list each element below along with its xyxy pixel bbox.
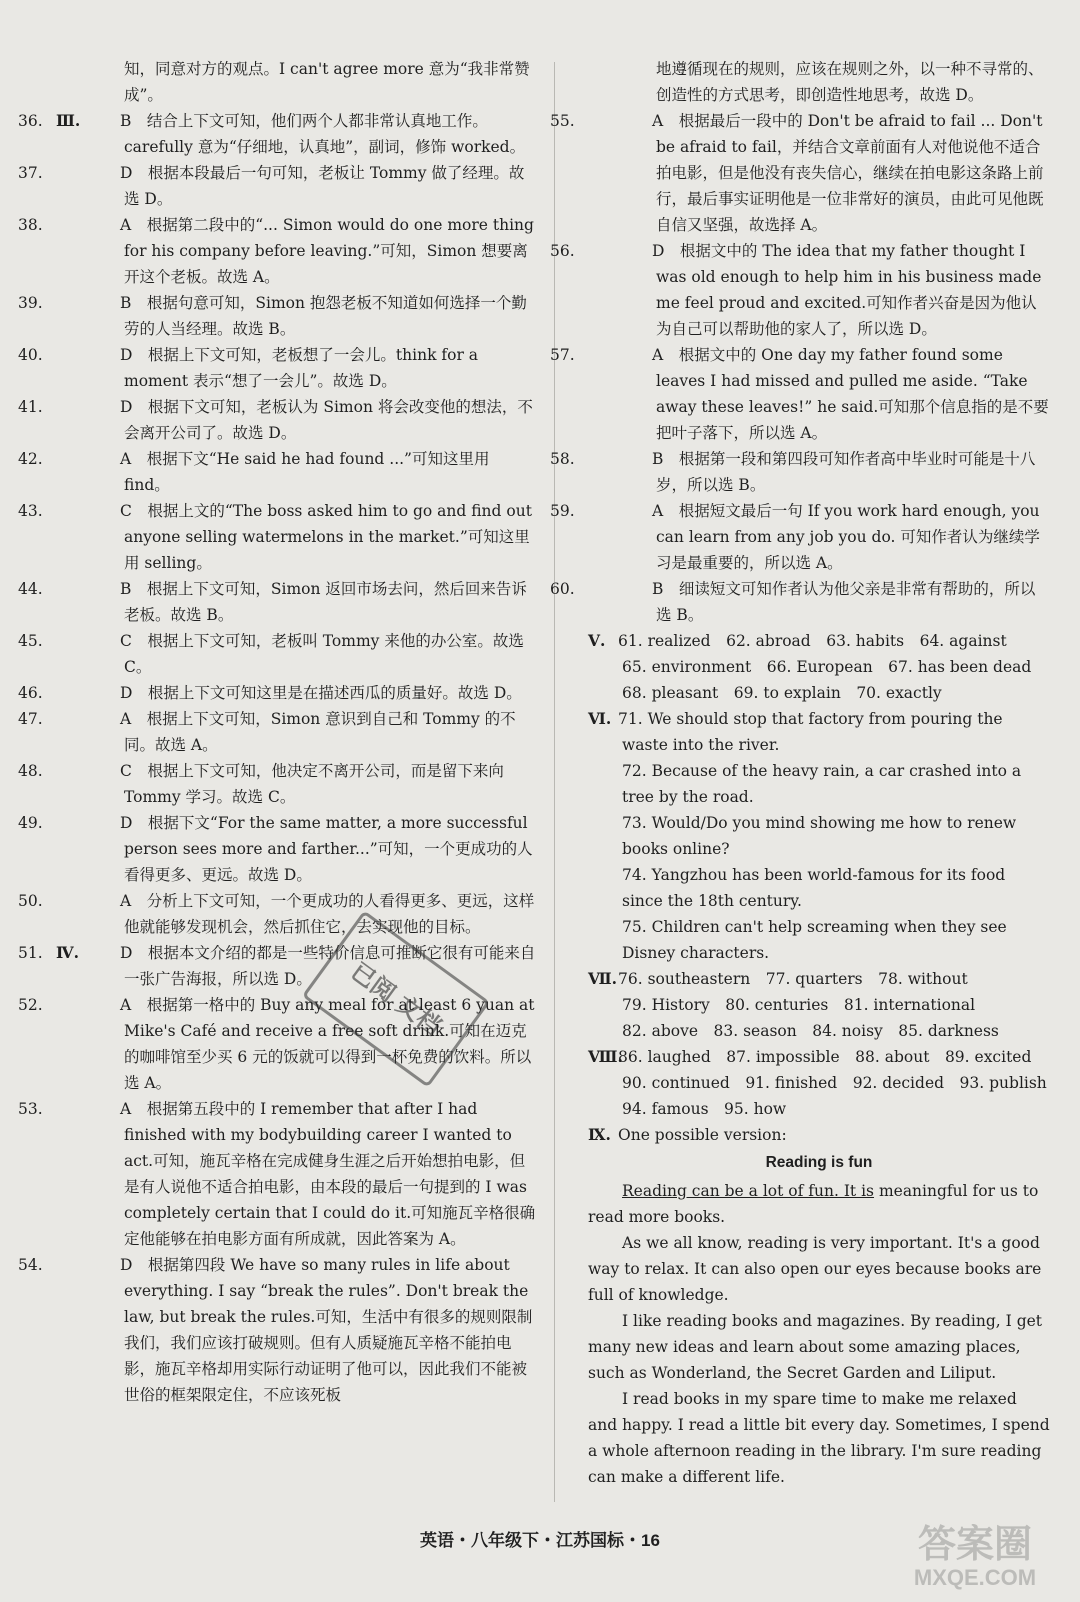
answer-text: A 根据上下文可知，Simon 意识到自己和 Tommy 的不同。故选 A。 [120,710,516,754]
question-number: 41. [18,398,43,416]
answer-item [588,1122,1050,1148]
question-number: 46. [18,684,43,702]
answer-text: 68. pleasant 69. to explain 70. exactly [622,684,942,702]
answer-item [550,576,1050,628]
stamp-label: 已阅 文档 [345,956,448,1041]
answer-item [18,212,538,290]
answer-text: 地遵循现在的规则，应该在规则之外，以一种不寻常的、创造性的方式思考，即创造性地思考，故选 D。 [656,60,1044,104]
answer-text: A 根据最后一段中的 Don't be afraid to fail ... Don't be afraid to fail，并结合文章前面有人对他说他不适合拍电影，但是他没有丧失信心，继续在拍电影这条路上前行，最后事实证明他是一位非常好的演员，由此可见他既自信又坚强，故选择 A。 [652,112,1044,234]
question-number: 60. [550,580,575,598]
answer-item [550,238,1050,342]
question-number: 58. [550,450,575,468]
section-marker: Ⅶ. [588,969,618,988]
answer-item [550,108,1050,238]
answer-item [588,654,1050,680]
answer-text: A 根据第一格中的 Buy any meal for at least 6 yuan at Mike's Café and receive a free soft drink.可知在迈克的咖啡馆至少买 6 元的饭就可以得到一杯免费的饮料。所以选 A。 [120,996,535,1092]
answer-text: A 分析上下文可知，一个更成功的人看得更多、更远，这样他就能够发现机会，然后抓住它，去实现他的目标。 [120,892,535,936]
site-watermark [890,1524,1060,1594]
question-number: 42. [18,450,43,468]
question-number: 56. [550,242,575,260]
answer-text: C 根据上下文可知，他决定不离开公司，而是留下来向 Tommy 学习。故选 C。 [120,762,504,806]
section-marker: Ⅲ. [56,111,81,130]
answer-item [588,706,1050,758]
answer-item [550,342,1050,446]
section-marker: Ⅷ. [588,1047,623,1066]
answer-text: 76. southeastern 77. quarters 78. without [618,970,968,988]
answer-text: 90. continued 91. finished 92. decided 93. publish [622,1074,1047,1092]
question-number: 54. [18,1256,43,1274]
answer-text: D 根据下文可知，老板认为 Simon 将会改变他的想法，不会离开公司了。故选 D。 [120,398,533,442]
essay-paragraph: I like reading books and magazines. By reading, I get many new ideas and learn about some amazing places, such as Wonderland, the Secret Garden and Liliput. [588,1312,1043,1382]
answer-text: 74. Yangzhou has been world-famous for its food since the 18th century. [622,866,1006,910]
answer-item [588,966,1050,992]
answer-item [588,992,1050,1018]
answer-text: B 根据上下文可知，Simon 返回市场去问，然后回来告诉老板。故选 B。 [120,580,527,624]
question-number: 44. [18,580,43,598]
essay-paragraph: As we all know, reading is very important. It's a good way to relax. It can also open our eyes because books are full of knowledge. [588,1234,1042,1304]
answer-text: 71. We should stop that factory from pouring the waste into the river. [618,710,1003,754]
answer-item [588,56,1050,108]
answer-text: D 根据上下文可知这里是在描述西瓜的质量好。故选 D。 [120,684,522,702]
answer-text: 86. laughed 87. impossible 88. about 89. excited [618,1048,1032,1066]
answer-item [18,576,538,628]
answer-text: 79. History 80. centuries 81. international [622,996,976,1014]
answer-item [18,342,538,394]
section-marker: Ⅸ. [588,1125,611,1144]
answer-item [18,446,538,498]
answer-text: A 根据第二段中的“... Simon would do one more thing for his company before leaving.”可知，Simon 想要离开这个老板。故选 A。 [120,216,534,286]
answer-text: B 细读短文可知作者认为他父亲是非常有帮助的，所以选 B。 [652,580,1036,624]
answer-item [18,810,538,888]
answer-item [18,108,538,160]
question-number: 36. [18,112,43,130]
answer-item [588,1044,1050,1070]
essay-paragraph: I read books in my spare time to make me relaxed and happy. I read a little bit every day. Sometimes, I spend a whole afternoon reading in the library. I'm sure reading can make a different life. [588,1390,1050,1486]
answer-item [588,1018,1050,1044]
answer-text: D 根据文中的 The idea that my father thought I was old enough to help him in his business made me feel proud and excited.可知作者兴奋是因为他认为自己可以帮助他的家人了，所以选 D。 [652,242,1042,338]
answer-text: 73. Would/Do you mind showing me how to renew books online? [622,814,1017,858]
column-divider [554,62,555,1502]
answer-item [56,56,538,108]
answer-text: D 根据下文“For the same matter, a more successful person sees more and farther...”可知，一个更成功的人看得更多、更远。故选 D。 [120,814,533,884]
watermark-url: MXQE.COM [913,1565,1037,1590]
question-number: 45. [18,632,43,650]
answer-text: B 根据第一段和第四段可知作者高中毕业时可能是十八岁，所以选 B。 [652,450,1036,494]
answer-text: 知，同意对方的观点。I can't agree more 意为“我非常赞成”。 [124,60,530,104]
answer-item [18,1096,538,1252]
answer-text: 61. realized 62. abroad 63. habits 64. against [618,632,1007,650]
essay-text: meaningful for us to read more books. [588,1182,1039,1226]
question-number: 52. [18,996,43,1014]
left-column [18,56,538,1408]
answer-text: 82. above 83. season 84. noisy 85. darkness [622,1022,999,1040]
question-number: 57. [550,346,575,364]
question-number: 38. [18,216,43,234]
question-number: 49. [18,814,43,832]
answer-item [550,446,1050,498]
section-marker: Ⅳ. [56,943,79,962]
answer-item [18,394,538,446]
answer-text: 75. Children can't help screaming when they see Disney characters. [622,918,1007,962]
answer-text: A 根据第五段中的 I remember that after I had finished with my bodybuilding career I wanted to act.可知，施瓦辛格在完成健身生涯之后开始想拍电影，但是有人说他不适合拍电影，由本段的最后一句提到的 I was completely certain that I could do it.可知施瓦辛格很确定他能够在拍电影方面有所成就，因此答案为 A。 [120,1100,536,1248]
answer-item [18,680,538,706]
right-column [550,56,1050,1490]
question-number: 59. [550,502,575,520]
answer-item [588,862,1050,914]
section-marker: Ⅵ. [588,709,612,728]
question-number: 55. [550,112,575,130]
question-number: 48. [18,762,43,780]
answer-text: A 根据短文最后一句 If you work hard enough, you can learn from any job you do. 可知作者认为继续学习是最重要的，所以选 A。 [652,502,1040,572]
answer-text: D 根据上下文可知，老板想了一会儿。think for a moment 表示“想了一会儿”。故选 D。 [120,346,479,390]
question-number: 51. [18,944,43,962]
question-number: 53. [18,1100,43,1118]
answer-text: A 根据文中的 One day my father found some leaves I had missed and pulled me aside. “Take away these leaves!” he said.可知那个信息指的是不要把叶子落下，所以选 A。 [652,346,1049,442]
answer-item [18,706,538,758]
answer-text: 65. environment 66. European 67. has been dead [622,658,1032,676]
section-marker: Ⅴ. [588,631,606,650]
answer-item [588,1096,1050,1122]
answer-item [18,1252,538,1408]
answer-item [588,628,1050,654]
answer-text: C 根据上下文可知，老板叫 Tommy 来他的办公室。故选 C。 [120,632,524,676]
answer-text: One possible version: [618,1126,787,1144]
answer-item [588,680,1050,706]
essay-underlined-text: Reading can be a lot of fun. It is [622,1182,875,1200]
answer-text: B 根据句意可知，Simon 抱怨老板不知道如何选择一个勤劳的人当经理。故选 B。 [120,294,527,338]
answer-item [550,498,1050,576]
question-number: 50. [18,892,43,910]
watermark-logo-text: 答案圈 [917,1524,1032,1566]
answer-item [588,810,1050,862]
answer-item [18,290,538,342]
essay-title: Reading is fun [765,1154,873,1171]
answer-text: 94. famous 95. how [622,1100,787,1118]
question-number: 40. [18,346,43,364]
answer-item [588,758,1050,810]
question-number: 47. [18,710,43,728]
answer-text: B 结合上下文可知，他们两个人都非常认真地工作。carefully 意为“仔细地，认真地”，副词，修饰 worked。 [120,112,526,156]
answer-text: D 根据本文介绍的都是一些特价信息可推断它很有可能来自一张广告海报，所以选 D。 [120,944,536,988]
page-footer: 英语・八年级下・江苏国标・16 [420,1531,660,1550]
question-number: 37. [18,164,43,182]
answer-item [588,914,1050,966]
answer-item [18,160,538,212]
answer-text: A 根据下文“He said he had found ...”可知这里用 find。 [120,450,490,494]
answer-text: 72. Because of the heavy rain, a car crashed into a tree by the road. [622,762,1022,806]
answer-item [18,758,538,810]
answer-text: D 根据第四段 We have so many rules in life about everything. I say “break the rules”. Don't break the law, but break the rules.可知，生活中有很多的规则限制我们，我们应该打破规则。但有人质疑施瓦辛格不能拍电影，施瓦辛格却用实际行动证明了他可以，因此我们不能被世俗的框架限定住，不应该死板 [120,1256,533,1404]
answer-item [18,888,538,940]
answer-text: C 根据上文的“The boss asked him to go and find out anyone selling watermelons in the market.”可知这里用 selling。 [120,502,532,572]
answer-item [588,1070,1050,1096]
answer-text: D 根据本段最后一句可知，老板让 Tommy 做了经理。故选 D。 [120,164,525,208]
question-number: 39. [18,294,43,312]
question-number: 43. [18,502,43,520]
essay-paragraph [588,1178,1050,1230]
answer-item [18,498,538,576]
answer-item [18,628,538,680]
